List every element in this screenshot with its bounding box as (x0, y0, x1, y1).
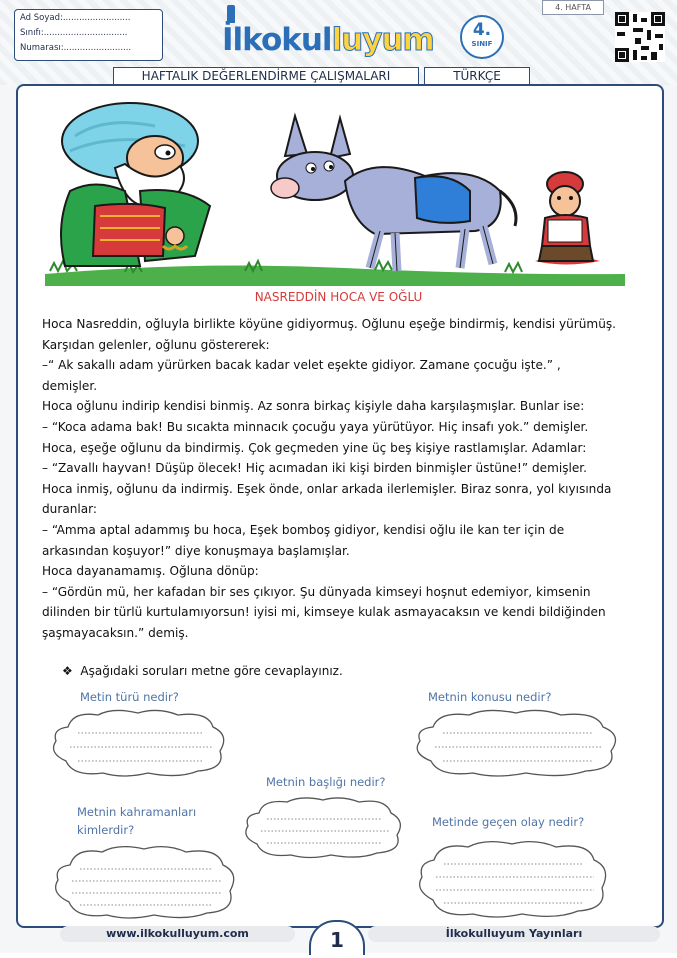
story-illustration (45, 96, 625, 286)
grade-badge (460, 15, 504, 59)
story-line: Hoca dayanamamış. Oğluna dönüp: (42, 564, 259, 579)
question-characters (77, 803, 196, 839)
story-line: dilinden bir türlü kurtulamıyorsun! iyisi mi, kimseye kulak asmayacaksın ve kendi bildiğinden (42, 605, 606, 620)
story-line: Hoca oğlunu indirip kendisi binmiş. Az sonra birkaç kişiyle daha karşılaşmışlar. Bunlar ise: (42, 399, 585, 414)
number-field: Numarası:......................... (20, 43, 132, 53)
story-line: duranlar: (42, 502, 97, 517)
son-figure (539, 172, 593, 261)
question-event: Metinde geçen olay nedir? (432, 815, 585, 829)
question-text-type: Metin türü nedir? (80, 690, 179, 704)
story-line: Hoca, eşeğe oğlunu da bindirmiş. Çok geçmeden yine üç beş kişiye rastlamışlar. Adamlar: (42, 440, 587, 455)
story-line: arkasından koşuyor!” diye konuşmaya başlamışlar. (42, 543, 350, 558)
story-line: Karşıdan gelenler, oğlunu göstererek: (42, 337, 270, 352)
question-topic: Metnin konusu nedir? (428, 690, 552, 704)
story-line: – “Amma aptal adammış bu hoca, Eşek bomboş gidiyor, kendisi oğlu ile kan ter için de (42, 522, 565, 537)
grade-number: 4. (472, 20, 492, 40)
week-label: 4. HAFTA (542, 0, 604, 15)
answer-cloud-characters[interactable] (50, 843, 240, 921)
story-line: – “Gördün mü, her kafadan bir ses çıkıyor. Şu dünyada kimseyi hoşnut edemiyor, kimsenin (42, 584, 591, 599)
question-characters-line1: Metnin kahramanları (77, 805, 197, 819)
grade-label: SINIF (471, 40, 493, 48)
story-line: şaşmayacaksın.” demiş. (42, 625, 189, 640)
story-text (42, 314, 642, 644)
instructions-text: Aşağıdaki soruları metne göre cevaplayınız. (80, 664, 343, 678)
donkey-figure (271, 116, 516, 271)
answer-cloud-text-type[interactable] (48, 707, 230, 779)
page-number: 1 (309, 920, 365, 955)
story-line: Hoca Nasreddin, oğluyla birlikte köyüne gidiyormuş. Oğlunu eşeğe bindirmiş, kendisi yürümüş. (42, 317, 617, 331)
class-field: Sınıfı:............................... (20, 28, 128, 38)
answer-cloud-event[interactable] (414, 838, 612, 920)
answer-cloud-topic[interactable] (411, 707, 623, 779)
name-field: Ad Soyad:......................... (20, 13, 131, 23)
story-line: –“ Ak sakallı adam yürürken bacak kadar velet eşekte gidiyor. Zamane çocuğu işte.” , (42, 358, 561, 373)
pencil-icon (227, 5, 235, 23)
qr-code-icon (615, 12, 665, 62)
publisher-footer: İlkokulluyum Yayınları (368, 926, 660, 942)
subject-bar: TÜRKÇE (424, 67, 530, 86)
answer-cloud-title[interactable] (241, 795, 406, 860)
hoca-figure (61, 103, 210, 266)
question-characters-line2: kimlerdir? (77, 823, 135, 837)
story-line: – “Koca adama bak! Bu sıcakta minnacık çocuğu yaya yürütüyor. Hiç insafı yok.” demişler. (42, 419, 589, 434)
diamond-bullet-icon: ❖ (62, 664, 81, 678)
story-line: Hoca inmiş, oğlunu da indirmiş. Eşek önde, onlar arkada ilerlemişler. Biraz sonra, yol kıyısında (42, 481, 612, 496)
instructions (62, 664, 343, 678)
question-title: Metnin başlığı nedir? (266, 775, 386, 789)
story-line: – “Zavallı hayvan! Düşüp ölecek! Hiç acımadan iki kişi birden binmişler üstüne!” demişler. (42, 461, 588, 476)
brand-logo (222, 22, 434, 58)
logo-part-2: luyum (331, 22, 434, 58)
story-line: demişler. (42, 378, 98, 393)
logo-part-1: İlkokul (222, 22, 332, 58)
website-footer[interactable]: www.ilkokulluyum.com (60, 926, 295, 942)
student-info-box (14, 9, 163, 61)
story-title: NASREDDİN HOCA VE OĞLU (254, 290, 423, 304)
weekly-evaluation-bar: HAFTALIK DEĞERLENDİRME ÇALIŞMALARI (113, 67, 419, 86)
